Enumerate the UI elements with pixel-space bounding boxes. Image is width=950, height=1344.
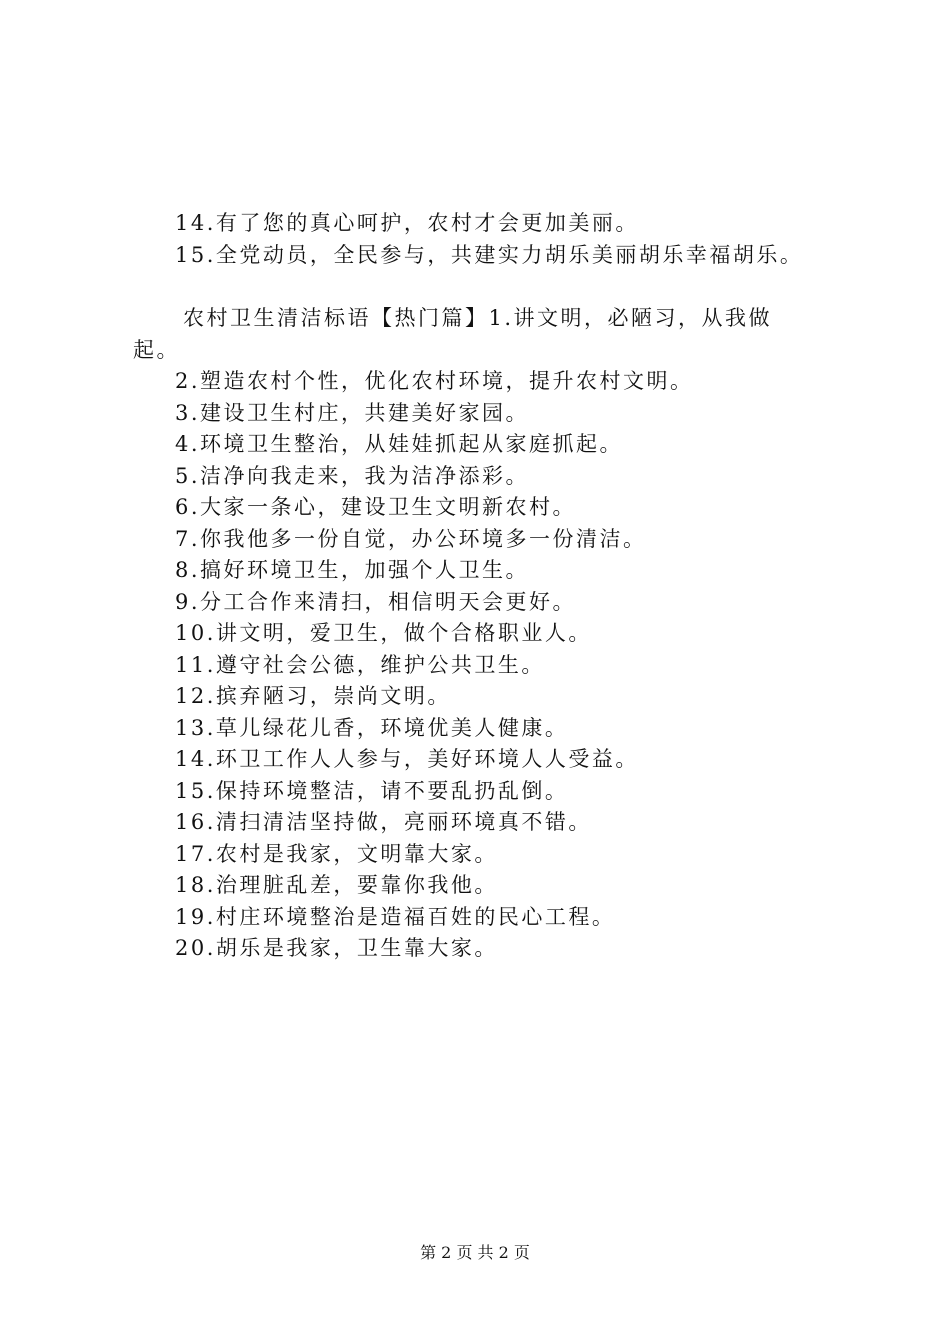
list-item: 14.有了您的真心呵护，农村才会更加美丽。: [175, 211, 639, 235]
list-item: 9.分工合作来清扫，相信明天会更好。: [175, 589, 577, 614]
list-item: 8.搞好环境卫生，加强个人卫生。: [175, 558, 530, 582]
list-item: 13.草儿绿花儿香，环境优美人健康。: [175, 715, 569, 740]
section-intro-continued: 起。: [133, 337, 180, 362]
list-item: 18.治理脏乱差，要靠你我他。: [175, 873, 498, 897]
list-item: 20.胡乐是我家，卫生靠大家。: [175, 936, 498, 960]
list-item: 2.塑造农村个性，优化农村环境，提升农村文明。: [175, 369, 694, 393]
list-item: 12.摈弃陋习，崇尚文明。: [175, 684, 451, 708]
list-item: 11.遵守社会公德，维护公共卫生。: [175, 652, 545, 677]
document-body: [133, 208, 833, 965]
list-item: 7.你我他多一份自觉，办公环境多一份清洁。: [175, 526, 647, 551]
paragraph-gap: [133, 271, 833, 303]
list-item: 5.洁净向我走来，我为洁净添彩。: [175, 463, 530, 488]
list-item: 15.全党动员，全民参与，共建实力胡乐美丽胡乐幸福胡乐。: [175, 242, 804, 267]
page-footer: 第 2 页 共 2 页: [420, 1243, 530, 1262]
list-item: 19.村庄环境整治是造福百姓的民心工程。: [175, 904, 616, 929]
list-item: 15.保持环境整洁，请不要乱扔乱倒。: [175, 778, 569, 803]
list-item: 3.建设卫生村庄，共建美好家园。: [175, 400, 530, 425]
list-item: 16.清扫清洁坚持做，亮丽环境真不错。: [175, 810, 592, 834]
list-item: 10.讲文明，爱卫生，做个合格职业人。: [175, 621, 592, 645]
list-item: 4.环境卫生整治，从娃娃抓起从家庭抓起。: [175, 432, 624, 456]
section-intro: 农村卫生清洁标语【热门篇】1.讲文明，必陋习，从我做: [183, 306, 773, 330]
list-item: 14.环卫工作人人参与，美好环境人人受益。: [175, 747, 639, 771]
list-item: 17.农村是我家，文明靠大家。: [175, 841, 498, 866]
list-item: 6.大家一条心，建设卫生文明新农村。: [175, 495, 577, 519]
